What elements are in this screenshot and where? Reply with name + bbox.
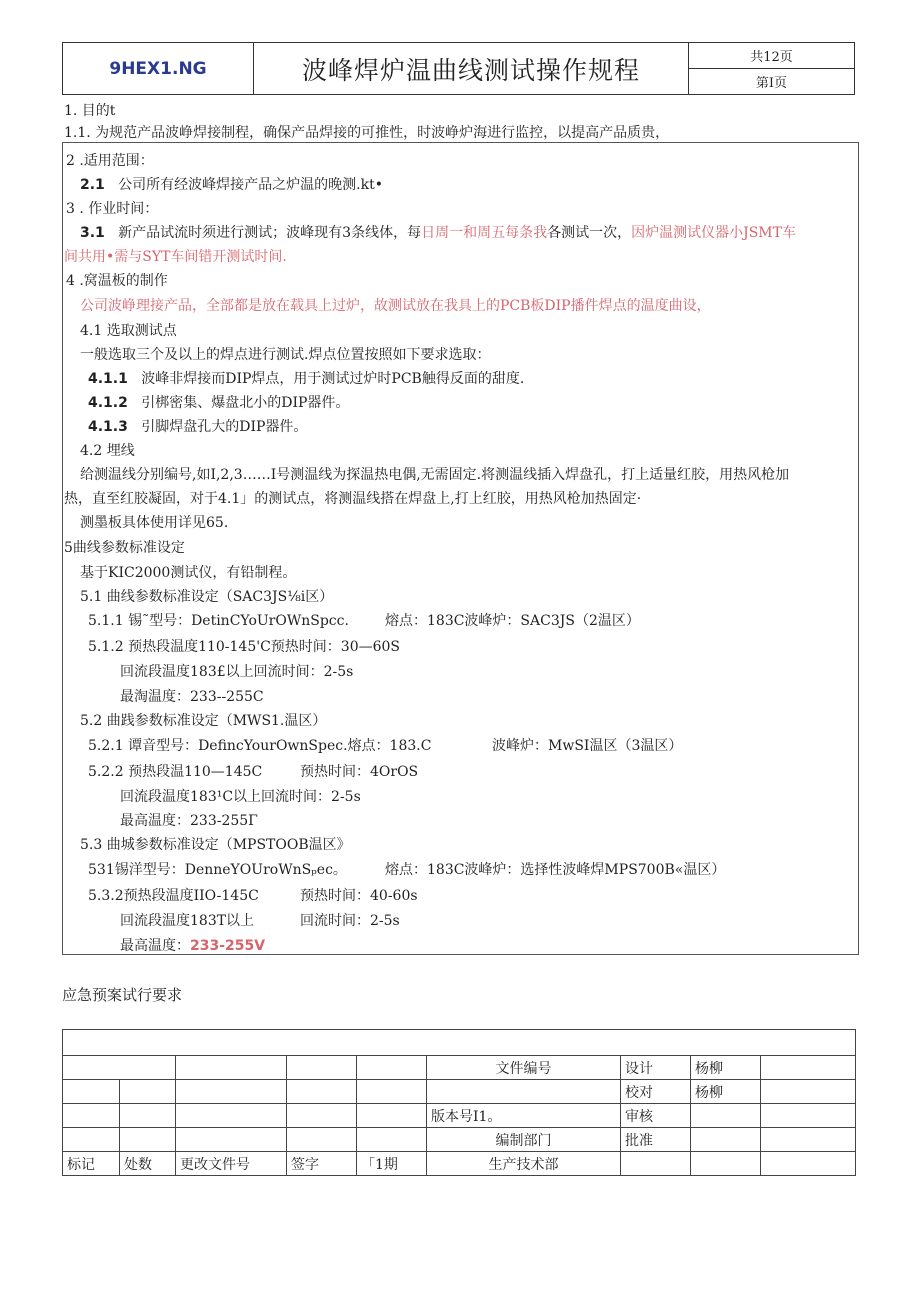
section-4-intro: 公司波峥理接产品，全部都是放在载具上过炉，故测试放在我具上的PCB板DIP播件焊点的温度曲设， bbox=[80, 298, 711, 314]
row-5-3-2-b: 预热时间：40-60s bbox=[300, 888, 418, 904]
row-5-1-2-c: 最淘温度：233--255C bbox=[120, 689, 264, 705]
design-name: 杨柳 bbox=[691, 1056, 761, 1080]
table-row bbox=[63, 1128, 856, 1152]
row-5-2-1-b: 波峰炉：MwSI温区（3温区） bbox=[492, 738, 683, 754]
table-cell bbox=[287, 1104, 357, 1128]
section-4-1-heading: 4.1 选取测试点 bbox=[80, 323, 177, 339]
check-label: 校对 bbox=[621, 1080, 691, 1104]
item-4-1-2-number: 4.1.2 bbox=[88, 395, 128, 411]
row-5-2-2-c: 回流段温度183¹C以上回流时间：2-5s bbox=[120, 789, 361, 805]
page-number: 第I页 bbox=[755, 76, 788, 91]
table-cell bbox=[63, 1056, 176, 1080]
page-info bbox=[689, 43, 854, 94]
section-4-2-text-b: 热，直至红胶凝固，对于4.1」的测试点，将测温线搭在焊盘上,打上红胶，用热风枪加热固定· bbox=[64, 491, 642, 507]
table-cell bbox=[63, 1104, 120, 1128]
row-5-2-2-b: 预热时间：4OrOS bbox=[300, 764, 419, 780]
document-header bbox=[62, 42, 855, 95]
item-4-1-3-text: 引脚焊盘孔大的DIP器件。 bbox=[141, 419, 308, 435]
section-3-1-number: 3.1 bbox=[80, 225, 105, 241]
section-3-1 bbox=[80, 222, 796, 242]
table-cell bbox=[357, 1104, 427, 1128]
check-name: 杨柳 bbox=[691, 1080, 761, 1104]
row-5-3-2-d: 回流时间：2-5s bbox=[300, 913, 400, 929]
table-row bbox=[63, 1104, 856, 1128]
table-cell bbox=[120, 1104, 176, 1128]
item-4-1-3-number: 4.1.3 bbox=[88, 419, 128, 435]
revision-table bbox=[62, 1029, 856, 1176]
table-row bbox=[63, 1152, 856, 1176]
col-change-no: 更改文件号 bbox=[176, 1152, 287, 1176]
section-5-1-heading: 5.1 曲线参数标准设定（SAC3JS⅛i区） bbox=[80, 589, 334, 605]
table-cell bbox=[761, 1104, 856, 1128]
review-label: 审核 bbox=[621, 1104, 691, 1128]
col-mark: 标记 bbox=[63, 1152, 120, 1176]
section-2-1-number: 2.1 bbox=[80, 177, 105, 193]
table-cell bbox=[691, 1104, 761, 1128]
section-4-heading: 4 .窝温板的制作 bbox=[66, 273, 168, 289]
section-3-1-text-a: 新产品试流时须进行测试；波峰现有3条线体，每 bbox=[118, 225, 422, 241]
row-5-3-2-e bbox=[120, 935, 265, 955]
table-cell bbox=[287, 1128, 357, 1152]
table-cell bbox=[287, 1056, 357, 1080]
table-cell bbox=[120, 1080, 176, 1104]
row-5-3-1-a: 531锡洋型号：DenneYOUroWnSₚec。 bbox=[88, 862, 347, 878]
section-2-1-text: 公司所有经波峰焊接产品之炉温的晚测.kt• bbox=[118, 177, 383, 193]
section-4-2-text-a: 给测温线分别编号,如I,2,3……I号测温线为探温热电偶,无需固定.将测温线插入焊盘孔，打上适量红胶，用热风枪加 bbox=[80, 467, 790, 483]
table-cell bbox=[63, 1128, 120, 1152]
table-cell bbox=[176, 1104, 287, 1128]
row-5-3-2-c: 回流段温度183T以上 bbox=[120, 913, 255, 929]
section-5-3-heading: 5.3 曲城参数标准设定（MPSTOOB温区》 bbox=[80, 837, 351, 853]
col-sign: 签字 bbox=[287, 1152, 357, 1176]
design-label: 设计 bbox=[621, 1056, 691, 1080]
table-cell bbox=[176, 1056, 287, 1080]
item-4-1-2-text: 引梆密集、爆盘北小的DIP器件。 bbox=[141, 395, 350, 411]
row-5-3-2-a: 5.3.2预热段温度IIO-145C bbox=[88, 888, 259, 904]
item-4-1-2 bbox=[88, 392, 349, 412]
row-5-2-1-a: 5.2.1 谭音型号：DefincYourOwnSpec.熔点：183.C bbox=[88, 738, 432, 754]
row-5-2-2-d: 最高温度：233-255Γ bbox=[120, 813, 258, 829]
table-cell bbox=[621, 1152, 691, 1176]
row-5-2-2-a: 5.2.2 预热段温110—145C bbox=[88, 764, 263, 780]
table-cell bbox=[761, 1056, 856, 1080]
total-pages: 共12页 bbox=[689, 43, 854, 69]
table-cell bbox=[63, 1030, 856, 1056]
table-cell bbox=[176, 1128, 287, 1152]
row-5-1-1-b: 熔点：183C波峰炉：SAC3JS（2温区） bbox=[385, 613, 640, 629]
table-row bbox=[63, 1056, 856, 1080]
section-1-1-text: 1.1. 为规范产品波峥焊接制程，确保产品焊接的可推性，时波峥炉海进行监控，以提高产品质贵， bbox=[64, 125, 670, 141]
table-cell bbox=[120, 1128, 176, 1152]
col-count: 处数 bbox=[120, 1152, 176, 1176]
col-date: 「1期 bbox=[357, 1152, 427, 1176]
section-4-1-text: 一般选取三个及以上的焊点进行测试.焊点位置按照如下要求选取： bbox=[80, 347, 491, 363]
section-4-2-heading: 4.2 埋线 bbox=[80, 443, 135, 459]
item-4-1-1 bbox=[88, 368, 524, 388]
company-logo: 9HEX1.NG bbox=[63, 43, 254, 94]
table-cell bbox=[357, 1056, 427, 1080]
row-5-1-2-b: 回流段温度183£以上回流时间：2-5s bbox=[120, 664, 354, 680]
section-2-1 bbox=[80, 174, 383, 194]
document-title: 波峰焊炉温曲线测试操作规程 bbox=[254, 43, 689, 94]
table-cell bbox=[287, 1080, 357, 1104]
section-4-2-text-c: 测墨板具体使用详见65. bbox=[80, 515, 229, 531]
table-row bbox=[63, 1030, 856, 1056]
table-cell bbox=[63, 1080, 120, 1104]
row-5-1-2-a: 5.1.2 预热段温度110-145'C预热时间：30—60S bbox=[88, 639, 401, 655]
section-5-heading: 5曲线参数标准设定 bbox=[64, 540, 185, 556]
table-cell bbox=[427, 1080, 621, 1104]
table-cell bbox=[761, 1152, 856, 1176]
section-5-intro: 基于KIC2000测试仪，有铅制程。 bbox=[80, 565, 297, 581]
dept-name: 生产技术部 bbox=[427, 1152, 621, 1176]
section-1-heading: 1. 目的t bbox=[64, 103, 116, 119]
version-label: 版本号I1。 bbox=[427, 1104, 621, 1128]
max-temp-label: 最高温度： bbox=[120, 938, 190, 954]
table-cell bbox=[761, 1128, 856, 1152]
section-subtitle: 应急预案试行要求 bbox=[62, 986, 183, 1004]
table-cell bbox=[357, 1128, 427, 1152]
approve-label: 批准 bbox=[621, 1128, 691, 1152]
table-cell bbox=[761, 1080, 856, 1104]
doc-number-label: 文件编号 bbox=[427, 1056, 621, 1080]
row-5-3-1-b: 熔点：183C波峰炉：选择性波峰焊MPS700B«温区） bbox=[385, 862, 726, 878]
section-3-heading: 3 . 作业时间： bbox=[66, 201, 159, 217]
max-temp-value: 233-255V bbox=[190, 938, 266, 954]
section-2-heading: 2 .适用范围： bbox=[66, 153, 154, 169]
item-4-1-1-text: 波峰非焊接而DIP焊点，用于测试过炉时PCB触得反面的甜度. bbox=[141, 371, 525, 387]
table-cell bbox=[691, 1128, 761, 1152]
table-cell bbox=[357, 1080, 427, 1104]
table-row bbox=[63, 1080, 856, 1104]
section-3-1-text-c: 各测试一次， bbox=[547, 225, 632, 241]
section-3-1-continued: 间共用•需与SYT车间错开测试时间. bbox=[64, 249, 287, 265]
item-4-1-1-number: 4.1.1 bbox=[88, 371, 128, 387]
table-cell bbox=[176, 1080, 287, 1104]
section-3-1-text-b: 日周一和周五每条我 bbox=[421, 225, 548, 241]
section-3-1-text-d: 因炉温测试仪器小JSMT车 bbox=[631, 225, 796, 241]
table-cell bbox=[691, 1152, 761, 1176]
item-4-1-3 bbox=[88, 416, 307, 436]
row-5-1-1-a: 5.1.1 锡˜型号：DetinCYoUrOWnSpcc. bbox=[88, 613, 349, 629]
dept-label: 编制部门 bbox=[427, 1128, 621, 1152]
section-5-2-heading: 5.2 曲践参数标准设定（MWS1.温区） bbox=[80, 713, 327, 729]
